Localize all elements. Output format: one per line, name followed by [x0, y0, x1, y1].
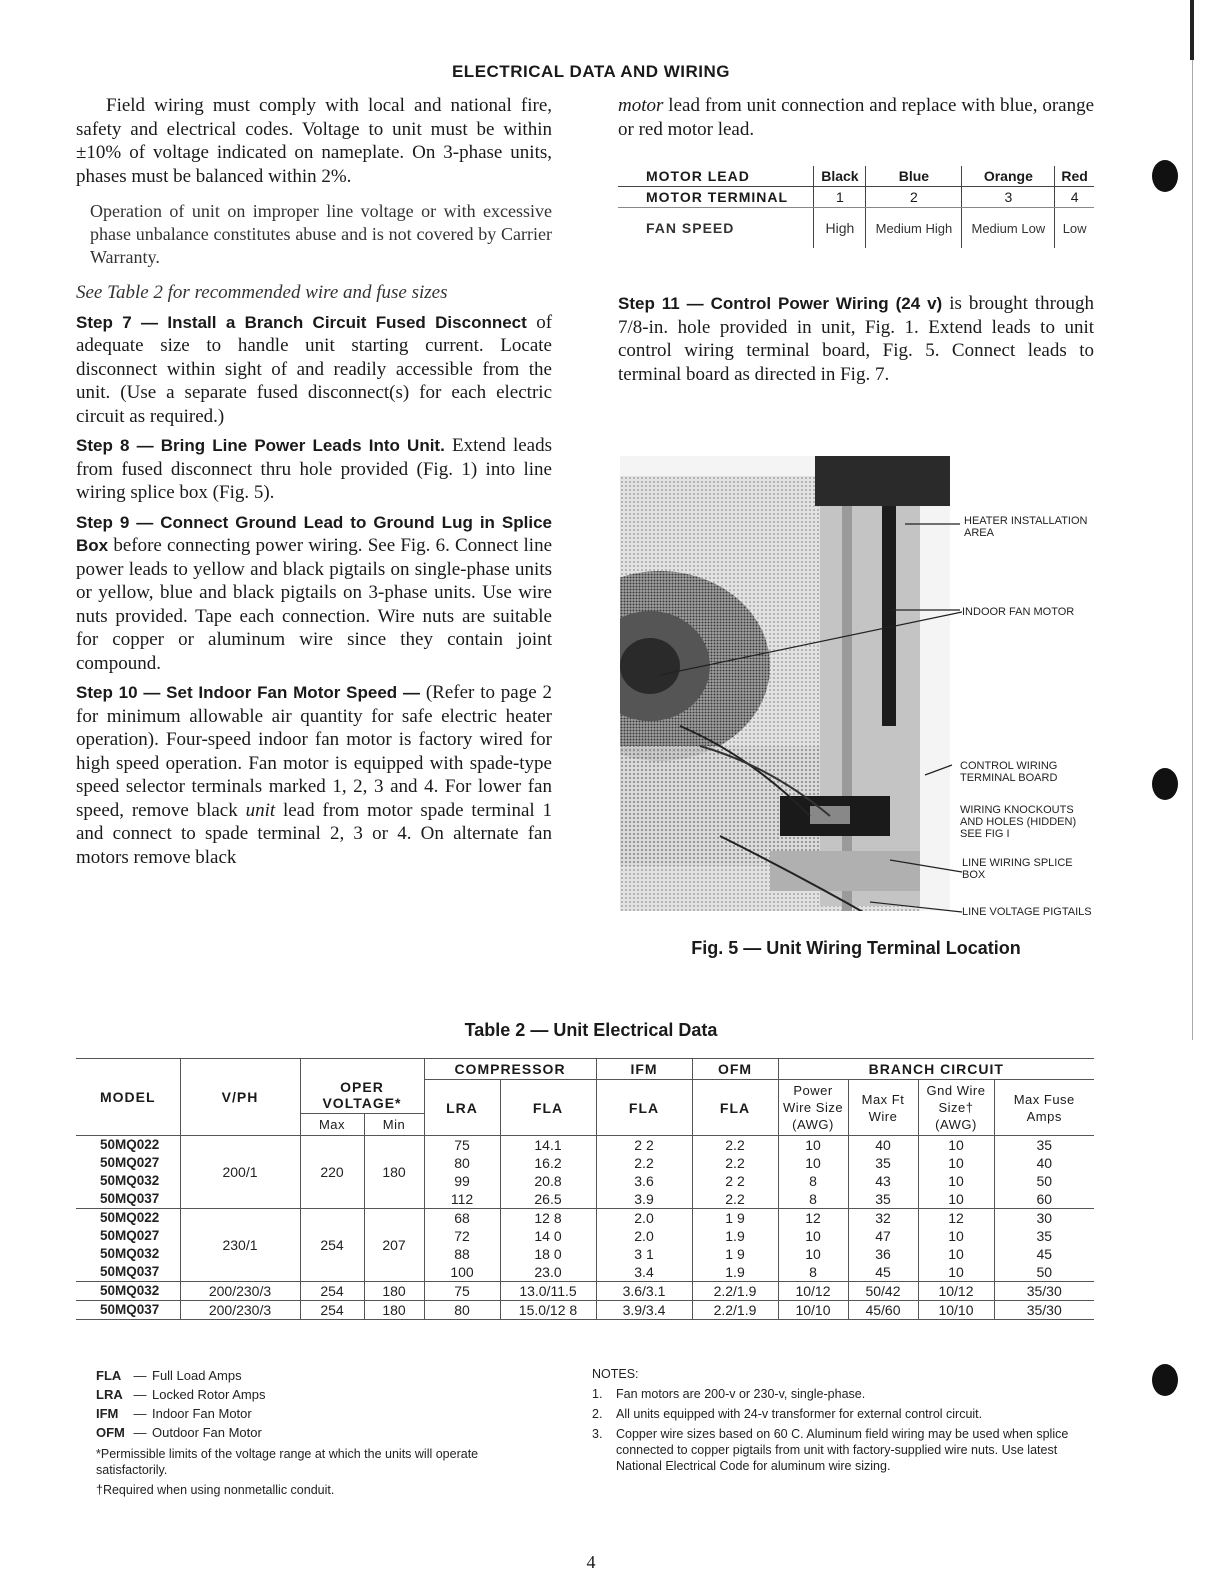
note-number: 3. — [592, 1427, 603, 1441]
cell-lra: 68 — [424, 1209, 500, 1228]
legend-abbr: LRA — [96, 1387, 123, 1402]
cell-fla: 12 8 — [500, 1209, 596, 1228]
cell-fla: 14 0 — [500, 1227, 596, 1245]
col-header-ifm-fla: FLA — [596, 1080, 692, 1136]
cell: Blue — [866, 166, 962, 187]
cell-ofm: 2.2 — [692, 1190, 778, 1209]
cell: 4 — [1055, 187, 1094, 208]
cell-max-fuse: 35 — [994, 1136, 1094, 1155]
col-header-oper-voltage: OPER VOLTAGE* — [300, 1059, 424, 1114]
cell-ifm: 3.6 — [596, 1172, 692, 1190]
col-header-branch-circuit: BRANCH CIRCUIT — [778, 1059, 1094, 1080]
footnote-voltage-range: *Permissible limits of the voltage range at which the units will operate satisfactorily. — [96, 1447, 479, 1477]
col-header-min: Min — [364, 1114, 424, 1136]
cell-min: 207 — [364, 1209, 424, 1282]
step-10-body-b: lead from motor spade terminal 1 and connect to spade terminal 2, 3 or 4. On alternate fan motors remove black — [76, 799, 552, 868]
row-label: MOTOR TERMINAL — [618, 187, 814, 208]
cell-ifm: 2.0 — [596, 1227, 692, 1245]
continuation-text: lead from unit connection and replace with blue, orange or red motor lead. — [618, 95, 1095, 140]
col-header-lra: LRA — [424, 1080, 500, 1136]
binder-hole-mark — [1152, 768, 1178, 800]
cell-model: 50MQ037 — [76, 1301, 180, 1320]
step-8 — [76, 434, 552, 505]
cell-min: 180 — [364, 1136, 424, 1209]
cell-vph: 230/1 — [180, 1209, 300, 1282]
legend-item: FLA — Full Load Amps — [96, 1368, 242, 1383]
cell-gnd-wire: 10 — [918, 1136, 994, 1155]
cell-ifm: 3.4 — [596, 1263, 692, 1282]
cell: Black — [814, 166, 866, 187]
cell-max-ft: 45/60 — [848, 1301, 918, 1320]
cell-vph: 200/1 — [180, 1136, 300, 1209]
cell-power-wire: 8 — [778, 1172, 848, 1190]
step-8-body: Extend leads from fused disconnect thru hole provided (Fig. 1) into line wiring splice box (Fig. 5). — [76, 435, 553, 503]
cell-max-fuse: 50 — [994, 1172, 1094, 1190]
row-label: MOTOR LEAD — [618, 166, 814, 187]
cell-ifm: 3 1 — [596, 1245, 692, 1263]
step-11-body: is brought through 7/8-in. hole provided in unit, Fig. 1. Extend leads to unit control wiring terminal board, Fig. 5. Connect leads to terminal board as directed in Fig. 7. — [618, 293, 1094, 385]
col-header-ifm: IFM — [596, 1059, 692, 1080]
unit-electrical-data-table — [76, 1058, 1094, 1320]
cell-max: 254 — [300, 1282, 364, 1301]
cell-gnd-wire: 10 — [918, 1227, 994, 1245]
page-number: 4 — [586, 1552, 596, 1572]
table-row — [76, 1136, 1094, 1155]
legend-item: OFM — Outdoor Fan Motor — [96, 1425, 262, 1440]
table-row — [76, 1301, 1094, 1320]
cell: High — [814, 208, 866, 249]
step-7 — [76, 311, 552, 429]
cell-ofm: 1.9 — [692, 1263, 778, 1282]
cell: Medium Low — [962, 208, 1055, 249]
col-header-compressor: COMPRESSOR — [424, 1059, 596, 1080]
binder-hole-mark — [1152, 1364, 1178, 1396]
cell-lra: 80 — [424, 1154, 500, 1172]
cell-ofm: 2.2/1.9 — [692, 1301, 778, 1320]
cell-gnd-wire: 10 — [918, 1154, 994, 1172]
cell-power-wire: 10 — [778, 1227, 848, 1245]
cell-model: 50MQ027 — [100, 1155, 160, 1170]
cell-power-wire: 10 — [778, 1245, 848, 1263]
legend-item: IFM — Indoor Fan Motor — [96, 1406, 252, 1421]
row-label: FAN SPEED — [646, 219, 735, 236]
table-row — [76, 1209, 1094, 1228]
cell-lra: 75 — [424, 1136, 500, 1155]
legend-abbr: OFM — [96, 1425, 125, 1440]
step-11-title: Step 11 — Control Power Wiring (24 v) — [618, 294, 943, 313]
cell-max-fuse: 50 — [994, 1263, 1094, 1282]
callout-control-terminal-board: CONTROL WIRING TERMINAL BOARD — [960, 760, 1058, 784]
motor-lead-table — [618, 166, 1094, 248]
cell: 1 — [814, 187, 866, 208]
cell-lra: 100 — [424, 1263, 500, 1282]
cell-ofm: 1 9 — [692, 1245, 778, 1263]
legend-abbr: FLA — [96, 1368, 122, 1383]
cell-vph: 200/230/3 — [180, 1282, 300, 1301]
note-number: 1. — [592, 1387, 603, 1401]
col-header-ofm-fla: FLA — [692, 1080, 778, 1136]
cell-max-fuse: 45 — [994, 1245, 1094, 1263]
cell-power-wire: 10 — [778, 1154, 848, 1172]
cell-ofm: 2.2 — [692, 1136, 778, 1155]
cell-model: 50MQ022 — [100, 1210, 160, 1225]
legend-text: Locked Rotor Amps — [152, 1387, 266, 1402]
step-8-title: Step 8 — Bring Line Power Leads Into Unit. — [76, 436, 445, 455]
col-header-comp-fla: FLA — [500, 1080, 596, 1136]
col-header-model: MODEL — [76, 1059, 180, 1136]
cell-max: 254 — [300, 1209, 364, 1282]
cell-max-fuse: 35/30 — [994, 1301, 1094, 1320]
header-row-1 — [76, 1059, 1094, 1080]
cell-ifm: 3.9 — [596, 1190, 692, 1209]
cell-lra: 112 — [424, 1190, 500, 1209]
cell-fla: 13.0/11.5 — [500, 1282, 596, 1301]
cell-fla: 20.8 — [500, 1172, 596, 1190]
table-row — [76, 1282, 1094, 1301]
cell-max-ft: 43 — [848, 1172, 918, 1190]
note-text: Copper wire sizes based on 60 C. Aluminum field wiring may be used when splice connected to copper pigtails from unit with factory-supplied wire nuts. Use latest National Electrical Code for aluminum wire sizing. — [616, 1427, 1069, 1473]
note-text: Fan motors are 200-v or 230-v, single-phase. — [616, 1387, 866, 1401]
cell-model: 50MQ032 — [100, 1246, 160, 1261]
callout-heater-area: HEATER INSTALLATION AREA — [964, 515, 1088, 539]
page-heading: ELECTRICAL DATA AND WIRING — [451, 62, 731, 81]
step-11 — [618, 292, 1094, 386]
cell-ifm: 3.6/3.1 — [596, 1282, 692, 1301]
cell-max-ft: 35 — [848, 1154, 918, 1172]
cell-max-fuse: 60 — [994, 1190, 1094, 1209]
cell-lra: 75 — [424, 1282, 500, 1301]
cell-lra: 88 — [424, 1245, 500, 1263]
motor-word: motor — [618, 95, 664, 116]
page-edge-line — [1192, 60, 1193, 1040]
legend-text: Indoor Fan Motor — [152, 1406, 252, 1421]
abbreviation-legend — [96, 1366, 536, 1498]
note-text: All units equipped with 24-v transformer for external control circuit. — [616, 1407, 983, 1421]
cell-model: 50MQ032 — [100, 1173, 160, 1188]
table-reference: See Table 2 for recommended wire and fuse sizes — [76, 282, 448, 303]
cell-power-wire: 10 — [778, 1136, 848, 1155]
cell-ofm: 2.2 — [692, 1154, 778, 1172]
col-header-max-ft-wire: Max Ft Wire — [848, 1080, 918, 1136]
cell-max: 254 — [300, 1301, 364, 1320]
figure-caption: Fig. 5 — Unit Wiring Terminal Location — [691, 938, 1021, 958]
note-number: 2. — [592, 1407, 603, 1421]
cell-power-wire: 10/10 — [778, 1301, 848, 1320]
col-header-max-fuse: Max Fuse Amps — [994, 1080, 1094, 1136]
step-10-unit-word: unit — [245, 799, 276, 821]
note-item — [592, 1406, 1092, 1422]
table-notes — [592, 1366, 1092, 1474]
cell: Orange — [962, 166, 1055, 187]
cell-ifm: 2.2 — [596, 1154, 692, 1172]
step-10-body-a: (Refer to page 2 for minimum allowable air quantity for safe electric heater operation). Four-speed indoor fan motor is factory wired for high speed operation. Fan motor is equipped with spade-type speed selector terminals marked 1, 2, 3 and 4. For lower fan speed, remove black — [76, 682, 553, 821]
col-header-max: Max — [300, 1114, 364, 1136]
callout-leaders — [600, 440, 1000, 940]
cell-max-ft: 47 — [848, 1227, 918, 1245]
binder-hole-mark — [1152, 160, 1178, 192]
cell-ofm: 2.2/1.9 — [692, 1282, 778, 1301]
col-header-power-wire: Power Wire Size (AWG) — [778, 1080, 848, 1136]
cell-fla: 26.5 — [500, 1190, 596, 1209]
table-2-title: Table 2 — Unit Electrical Data — [464, 1020, 718, 1040]
callout-line-wiring-splice-box: LINE WIRING SPLICE BOX — [962, 857, 1073, 881]
page-edge-mark — [1190, 0, 1194, 60]
cell-fla: 23.0 — [500, 1263, 596, 1282]
motor-terminal-row — [618, 187, 1094, 208]
cell-ofm: 1 9 — [692, 1209, 778, 1228]
cell-max-ft: 45 — [848, 1263, 918, 1282]
left-column — [76, 94, 552, 875]
cell-gnd-wire: 10 — [918, 1263, 994, 1282]
cell-model: 50MQ037 — [76, 1263, 180, 1282]
callout-line-voltage-pigtails: LINE VOLTAGE PIGTAILS — [962, 906, 1092, 918]
callout-indoor-fan-motor: INDOOR FAN MOTOR — [962, 606, 1075, 618]
cell-model: 50MQ032 — [76, 1282, 180, 1301]
legend-text: Outdoor Fan Motor — [152, 1425, 262, 1440]
cell-ifm: 2.0 — [596, 1209, 692, 1228]
cell-min: 180 — [364, 1282, 424, 1301]
cell-vph: 200/230/3 — [180, 1301, 300, 1320]
cell-power-wire: 8 — [778, 1190, 848, 1209]
cell-power-wire: 8 — [778, 1263, 848, 1282]
cell-max-fuse: 40 — [994, 1154, 1094, 1172]
col-header-gnd-wire: Gnd Wire Size† (AWG) — [918, 1080, 994, 1136]
cell-power-wire: 10/12 — [778, 1282, 848, 1301]
footnote-nonmetallic-conduit: †Required when using nonmetallic conduit. — [96, 1483, 335, 1497]
cell-max: 220 — [300, 1136, 364, 1209]
intro-paragraph: Field wiring must comply with local and national fire, safety and electrical codes. Voltage to unit must be within ±10% of voltage indicated on nameplate. On 3-phase units, phases must be balanced within 2%. — [76, 95, 552, 187]
notes-title: NOTES: — [592, 1367, 639, 1381]
cell: Low — [1055, 208, 1094, 249]
cell-gnd-wire: 10 — [918, 1190, 994, 1209]
cell-gnd-wire: 10/10 — [918, 1301, 994, 1320]
cell-model: 50MQ022 — [100, 1137, 160, 1152]
note-item — [592, 1386, 1092, 1402]
legend-text: Full Load Amps — [152, 1368, 242, 1383]
cell-fla: 18 0 — [500, 1245, 596, 1263]
cell-gnd-wire: 12 — [918, 1209, 994, 1228]
cell-max-fuse: 30 — [994, 1209, 1094, 1228]
legend-abbr: IFM — [96, 1406, 119, 1421]
cell-max-fuse: 35/30 — [994, 1282, 1094, 1301]
cell-gnd-wire: 10 — [918, 1245, 994, 1263]
cell-model: 50MQ037 — [76, 1190, 180, 1209]
cell: 2 — [866, 187, 962, 208]
step-9 — [76, 511, 552, 676]
step-10-title: Step 10 — Set Indoor Fan Motor Speed — — [76, 683, 420, 702]
cell-max-ft: 40 — [848, 1136, 918, 1155]
step-7-title: Step 7 — Install a Branch Circuit Fused Disconnect — [76, 312, 527, 332]
cell-ifm: 3.9/3.4 — [596, 1301, 692, 1320]
cell: Medium High — [866, 208, 962, 249]
cell-gnd-wire: 10/12 — [918, 1282, 994, 1301]
step-7-body: of adequate size to handle unit starting current. Locate disconnect within sight of and readily accessible from the unit. (Use a separate fused disconnect(s) for each electric circuit as required.) — [76, 311, 553, 427]
cell-max-ft: 50/42 — [848, 1282, 918, 1301]
cell-gnd-wire: 10 — [918, 1172, 994, 1190]
cell-fla: 14.1 — [500, 1136, 596, 1155]
cell-max-ft: 36 — [848, 1245, 918, 1263]
cell-lra: 80 — [424, 1301, 500, 1320]
cell-power-wire: 12 — [778, 1209, 848, 1228]
cell-lra: 72 — [424, 1227, 500, 1245]
col-header-vph: V/PH — [180, 1059, 300, 1136]
cell-max-fuse: 35 — [994, 1227, 1094, 1245]
fan-speed-row — [618, 208, 1094, 249]
step-10 — [76, 681, 552, 869]
cell-ofm: 1.9 — [692, 1227, 778, 1245]
cell-ofm: 2 2 — [692, 1172, 778, 1190]
right-column-continuation — [618, 94, 1094, 141]
cell-ifm: 2 2 — [596, 1136, 692, 1155]
note-item — [592, 1426, 1092, 1474]
cell-fla: 16.2 — [500, 1154, 596, 1172]
cell-max-ft: 35 — [848, 1190, 918, 1209]
cell-lra: 99 — [424, 1172, 500, 1190]
cell-fla: 15.0/12 8 — [500, 1301, 596, 1320]
motor-lead-row — [618, 166, 1094, 187]
legend-item: LRA — Locked Rotor Amps — [96, 1387, 266, 1402]
cell: 3 — [962, 187, 1055, 208]
warning-text: Operation of unit on improper line voltage or with excessive phase unbalance constitutes abuse and is not covered by Carrier Warranty. — [90, 201, 552, 267]
callout-wiring-knockouts: WIRING KNOCKOUTS AND HOLES (HIDDEN) SEE FIG I — [960, 804, 1077, 840]
step-9-body: before connecting power wiring. See Fig. 6. Connect line power leads to yellow and black pigtails on single-phase units or yellow, blue and black pigtails on 3-phase units. Use wire nuts provided. Tape each connection. Wire nuts are suitable for copper or aluminum wire since they contain joint compound. — [76, 535, 553, 674]
cell-max-ft: 32 — [848, 1209, 918, 1228]
cell: Red — [1055, 166, 1094, 187]
cell-min: 180 — [364, 1301, 424, 1320]
cell-model: 50MQ027 — [100, 1228, 160, 1243]
step-9-title: Step 9 — Connect Ground Lead to Ground Lug in Splice Box — [76, 512, 552, 555]
col-header-ofm: OFM — [692, 1059, 778, 1080]
